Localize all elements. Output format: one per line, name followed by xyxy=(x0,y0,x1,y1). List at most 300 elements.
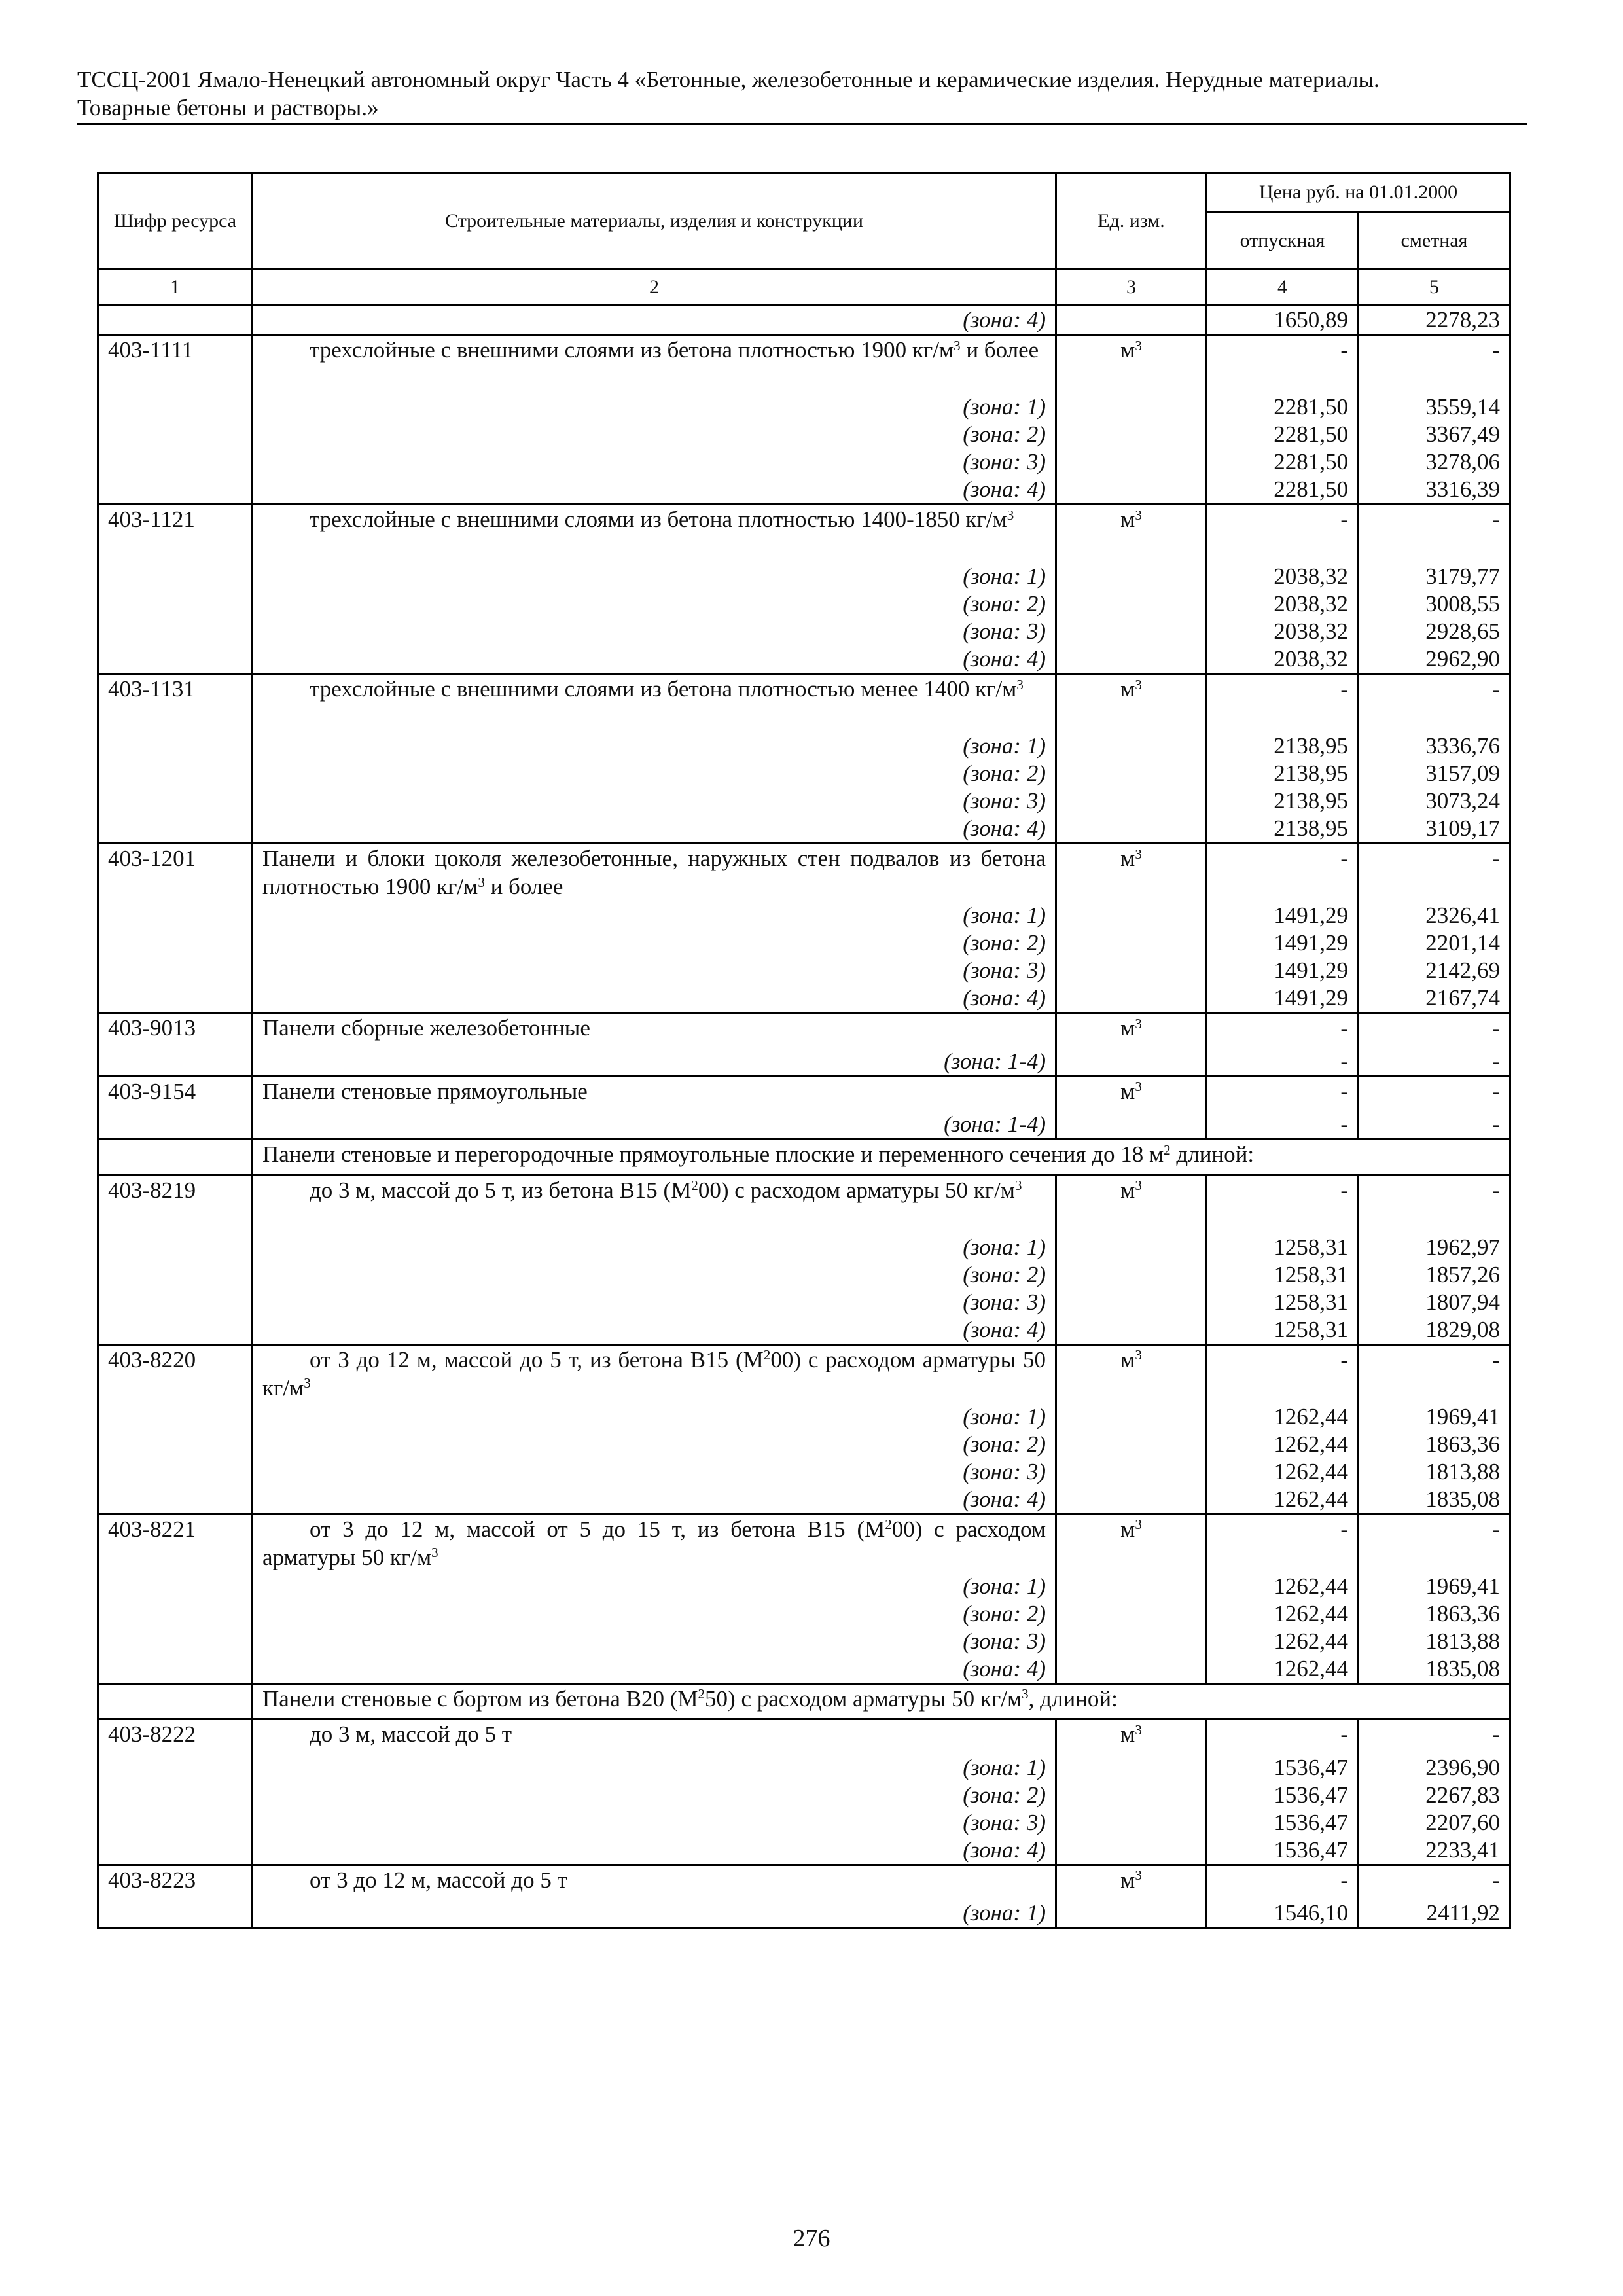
empty-cell xyxy=(98,1486,253,1515)
zone-label: (зона: 1) xyxy=(253,902,1056,929)
empty-cell xyxy=(1056,1655,1207,1684)
item-description: трехслойные с внешними слоями из бетона плотностью 1400-1850 $кг/м^3$ xyxy=(253,505,1056,564)
empty-cell xyxy=(1056,902,1207,929)
zone-row xyxy=(98,590,1510,618)
empty-cell xyxy=(98,393,253,421)
empty-cell xyxy=(1056,448,1207,476)
group-heading: Панели стеновые с бортом из бетона В20 $(М^250)$ с расходом арматуры 50 $кг/м^3$, длиной: xyxy=(253,1683,1510,1719)
empty-cell xyxy=(98,1600,253,1628)
resource-code: 403-8220 xyxy=(98,1344,253,1403)
zone-label: (зона: 2) xyxy=(253,1600,1056,1628)
column-number: 1 xyxy=(98,270,253,306)
empty-cell xyxy=(1056,815,1207,844)
empty-cell xyxy=(98,448,253,476)
estimate-price: 2207,60 xyxy=(1359,1809,1510,1837)
empty-cell xyxy=(98,929,253,957)
zone-row xyxy=(98,563,1510,590)
unit-of-measure: $м^3$ xyxy=(1056,1344,1207,1403)
zone-row xyxy=(98,929,1510,957)
resource-code: 403-1201 xyxy=(98,844,253,903)
group-heading-row xyxy=(98,1683,1510,1719)
release-price: - xyxy=(1207,505,1359,564)
estimate-price: - xyxy=(1359,505,1510,564)
empty-cell xyxy=(98,1899,253,1928)
release-price: 1536,47 xyxy=(1207,1754,1359,1782)
zone-label: (зона: 1) xyxy=(253,1573,1056,1600)
empty-cell xyxy=(1056,1403,1207,1431)
zone-label: (зона: 3) xyxy=(253,618,1056,645)
empty-cell xyxy=(98,1683,253,1719)
estimate-price: - xyxy=(1359,1076,1510,1111)
estimate-price: 3109,17 xyxy=(1359,815,1510,844)
header-line-2: Товарные бетоны и растворы.» xyxy=(77,95,379,120)
release-price: 2281,50 xyxy=(1207,476,1359,505)
empty-cell xyxy=(98,787,253,815)
resource-code: 403-1111 xyxy=(98,335,253,394)
empty-cell xyxy=(1056,1431,1207,1458)
item-description: трехслойные с внешними слоями из бетона плотностью 1900 $кг/м^3$ и более xyxy=(253,335,1056,394)
page-number: 276 xyxy=(793,2225,830,2252)
empty-cell xyxy=(1056,1289,1207,1316)
unit-of-measure: $м^3$ xyxy=(1056,1719,1207,1754)
empty-cell xyxy=(1056,1628,1207,1655)
empty-cell xyxy=(98,1048,253,1077)
empty-cell xyxy=(1056,1234,1207,1261)
resource-code: 403-8223 xyxy=(98,1865,253,1899)
release-price: - xyxy=(1207,1865,1359,1899)
empty-cell xyxy=(98,957,253,984)
empty-cell xyxy=(1056,1600,1207,1628)
zone-label: (зона: 4) xyxy=(253,476,1056,505)
empty-cell xyxy=(98,1458,253,1486)
release-price: 1262,44 xyxy=(1207,1431,1359,1458)
item-description: Панели стеновые прямоугольные xyxy=(253,1076,1056,1111)
empty-cell xyxy=(98,815,253,844)
estimate-price: 2201,14 xyxy=(1359,929,1510,957)
column-number: 3 xyxy=(1056,270,1207,306)
estimate-price: 1813,88 xyxy=(1359,1458,1510,1486)
estimate-price: 3367,49 xyxy=(1359,421,1510,448)
zone-row xyxy=(98,1486,1510,1515)
release-price: 2138,95 xyxy=(1207,760,1359,787)
zone-row xyxy=(98,815,1510,844)
header-rule xyxy=(77,123,1527,125)
item-description: от 3 до 12 м, массой от 5 до 15 т, из бетона В15 $(М^200)$ с расходом арматуры 50 $кг/м^3$ xyxy=(253,1514,1056,1573)
item-description: трехслойные с внешними слоями из бетона плотностью менее 1400 $кг/м^3$ xyxy=(253,674,1056,733)
release-price: 2138,95 xyxy=(1207,732,1359,760)
estimate-price: 1962,97 xyxy=(1359,1234,1510,1261)
zone-label: (зона: 1) xyxy=(253,1403,1056,1431)
release-price: 1491,29 xyxy=(1207,957,1359,984)
empty-cell xyxy=(98,1111,253,1139)
zone-label: (зона: 2) xyxy=(253,1431,1056,1458)
empty-cell xyxy=(98,421,253,448)
zone-row xyxy=(98,902,1510,929)
estimate-price: 2962,90 xyxy=(1359,645,1510,674)
estimate-price: 2167,74 xyxy=(1359,984,1510,1013)
resource-code: 403-9013 xyxy=(98,1013,253,1048)
empty-cell xyxy=(98,1234,253,1261)
release-price: - xyxy=(1207,335,1359,394)
estimate-price: 2142,69 xyxy=(1359,957,1510,984)
header-code: Шифр ресурса xyxy=(98,173,253,270)
release-price: 1262,44 xyxy=(1207,1403,1359,1431)
empty-cell xyxy=(1056,421,1207,448)
column-number: 4 xyxy=(1207,270,1359,306)
zone-row xyxy=(98,1628,1510,1655)
zone-label: (зона: 1-4) xyxy=(253,1111,1056,1139)
resource-code: 403-1131 xyxy=(98,674,253,733)
zone-row xyxy=(98,1431,1510,1458)
empty-cell xyxy=(98,984,253,1013)
estimate-price: 1857,26 xyxy=(1359,1261,1510,1289)
estimate-price: 2233,41 xyxy=(1359,1837,1510,1865)
zone-row xyxy=(98,306,1510,335)
estimate-price: - xyxy=(1359,1719,1510,1754)
zone-row xyxy=(98,1403,1510,1431)
estimate-price: - xyxy=(1359,1514,1510,1573)
estimate-price: 1807,94 xyxy=(1359,1289,1510,1316)
zone-label: (зона: 1) xyxy=(253,393,1056,421)
item-description: до 3 м, массой до 5 т xyxy=(253,1719,1056,1754)
empty-cell xyxy=(98,1403,253,1431)
empty-cell xyxy=(98,1261,253,1289)
empty-cell xyxy=(1056,476,1207,505)
zone-label: (зона: 4) xyxy=(253,1837,1056,1865)
zone-row xyxy=(98,645,1510,674)
release-price: - xyxy=(1207,1175,1359,1234)
table-row xyxy=(98,674,1510,733)
release-price: 2281,50 xyxy=(1207,421,1359,448)
release-price: 2038,32 xyxy=(1207,563,1359,590)
zone-label: (зона: 3) xyxy=(253,1809,1056,1837)
header-price: Цена руб. на 01.01.2000 xyxy=(1207,173,1510,212)
zone-row xyxy=(98,984,1510,1013)
zone-label: (зона: 2) xyxy=(253,590,1056,618)
release-price: 2281,50 xyxy=(1207,393,1359,421)
zone-label: (зона: 3) xyxy=(253,957,1056,984)
empty-cell xyxy=(1056,1048,1207,1077)
release-price: 1262,44 xyxy=(1207,1486,1359,1515)
zone-row xyxy=(98,1458,1510,1486)
zone-label: (зона: 1) xyxy=(253,1754,1056,1782)
zone-row xyxy=(98,1782,1510,1809)
empty-cell xyxy=(98,476,253,505)
release-price: 1491,29 xyxy=(1207,929,1359,957)
unit-of-measure: $м^3$ xyxy=(1056,1514,1207,1573)
zone-row xyxy=(98,1234,1510,1261)
zone-label: (зона: 4) xyxy=(253,306,1056,335)
estimate-price: - xyxy=(1359,335,1510,394)
estimate-price: 1829,08 xyxy=(1359,1316,1510,1345)
release-price: 2138,95 xyxy=(1207,787,1359,815)
empty-cell xyxy=(1056,1899,1207,1928)
release-price: 1262,44 xyxy=(1207,1573,1359,1600)
zone-row xyxy=(98,1316,1510,1345)
estimate-price: - xyxy=(1359,1865,1510,1899)
zone-row xyxy=(98,1573,1510,1600)
zone-row xyxy=(98,1655,1510,1684)
zone-row xyxy=(98,1837,1510,1865)
estimate-price: 3559,14 xyxy=(1359,393,1510,421)
resource-code: 403-1121 xyxy=(98,505,253,564)
release-price: 1262,44 xyxy=(1207,1628,1359,1655)
zone-label: (зона: 4) xyxy=(253,645,1056,674)
unit-of-measure: $м^3$ xyxy=(1056,1013,1207,1048)
zone-row xyxy=(98,421,1510,448)
empty-cell xyxy=(1056,393,1207,421)
release-price: - xyxy=(1207,1514,1359,1573)
zone-row xyxy=(98,476,1510,505)
empty-cell xyxy=(98,1628,253,1655)
table-row xyxy=(98,1076,1510,1111)
estimate-price: 3073,24 xyxy=(1359,787,1510,815)
empty-cell xyxy=(98,1573,253,1600)
empty-cell xyxy=(98,1655,253,1684)
table-row xyxy=(98,1344,1510,1403)
empty-cell xyxy=(1056,306,1207,335)
resource-code: 403-8221 xyxy=(98,1514,253,1573)
release-price: 1546,10 xyxy=(1207,1899,1359,1928)
empty-cell xyxy=(1056,1754,1207,1782)
header-unit: Ед. изм. xyxy=(1056,173,1207,270)
unit-of-measure: $м^3$ xyxy=(1056,674,1207,733)
zone-label: (зона: 4) xyxy=(253,984,1056,1013)
release-price: - xyxy=(1207,1344,1359,1403)
estimate-price: 2396,90 xyxy=(1359,1754,1510,1782)
release-price: 1262,44 xyxy=(1207,1458,1359,1486)
zone-label: (зона: 1) xyxy=(253,1234,1056,1261)
release-price: 1536,47 xyxy=(1207,1809,1359,1837)
estimate-price: - xyxy=(1359,1175,1510,1234)
empty-cell xyxy=(1056,590,1207,618)
zone-label: (зона: 2) xyxy=(253,1261,1056,1289)
release-price: 1258,31 xyxy=(1207,1316,1359,1345)
release-price: - xyxy=(1207,1076,1359,1111)
release-price: 1258,31 xyxy=(1207,1289,1359,1316)
zone-label: (зона: 2) xyxy=(253,760,1056,787)
estimate-price: 1863,36 xyxy=(1359,1431,1510,1458)
estimate-price: 2278,23 xyxy=(1359,306,1510,335)
item-description: до 3 м, массой до 5 т, из бетона В15 $(М^200)$ с расходом арматуры 50 $кг/м^3$ xyxy=(253,1175,1056,1234)
unit-of-measure: $м^3$ xyxy=(1056,844,1207,903)
item-description: Панели и блоки цоколя железобетонные, наружных стен подвалов из бетона плотностью 1900 $кг/м^3$ и более xyxy=(253,844,1056,903)
estimate-price: 2928,65 xyxy=(1359,618,1510,645)
zone-label: (зона: 4) xyxy=(253,1486,1056,1515)
release-price: 1650,89 xyxy=(1207,306,1359,335)
empty-cell xyxy=(1056,787,1207,815)
empty-cell xyxy=(1056,984,1207,1013)
zone-label: (зона: 1-4) xyxy=(253,1048,1056,1077)
estimate-price: 1835,08 xyxy=(1359,1486,1510,1515)
table-row xyxy=(98,1175,1510,1234)
column-number: 5 xyxy=(1359,270,1510,306)
estimate-price: - xyxy=(1359,844,1510,903)
table-row xyxy=(98,335,1510,394)
estimate-price: 3316,39 xyxy=(1359,476,1510,505)
unit-of-measure: $м^3$ xyxy=(1056,1076,1207,1111)
estimate-price: 2411,92 xyxy=(1359,1899,1510,1928)
header-line-1: ТССЦ-2001 Ямало-Ненецкий автономный округ Часть 4 «Бетонные, железобетонные и керамические изделия. Нерудные материалы. xyxy=(77,67,1380,92)
zone-row xyxy=(98,1899,1510,1928)
empty-cell xyxy=(98,1754,253,1782)
zone-row xyxy=(98,448,1510,476)
estimate-price: 1969,41 xyxy=(1359,1403,1510,1431)
empty-cell xyxy=(98,645,253,674)
empty-cell xyxy=(98,1289,253,1316)
table-row xyxy=(98,1865,1510,1899)
estimate-price: 1813,88 xyxy=(1359,1628,1510,1655)
empty-cell xyxy=(98,1782,253,1809)
zone-label: (зона: 3) xyxy=(253,1628,1056,1655)
estimate-price: 1835,08 xyxy=(1359,1655,1510,1684)
empty-cell xyxy=(1056,1809,1207,1837)
empty-cell xyxy=(1056,645,1207,674)
estimate-price: 3008,55 xyxy=(1359,590,1510,618)
estimate-price: 2267,83 xyxy=(1359,1782,1510,1809)
zone-label: (зона: 3) xyxy=(253,1289,1056,1316)
unit-of-measure: $м^3$ xyxy=(1056,1175,1207,1234)
unit-of-measure: $м^3$ xyxy=(1056,505,1207,564)
empty-cell xyxy=(1056,563,1207,590)
zone-label: (зона: 4) xyxy=(253,815,1056,844)
empty-cell xyxy=(98,732,253,760)
release-price: - xyxy=(1207,844,1359,903)
zone-row xyxy=(98,957,1510,984)
release-price: - xyxy=(1207,1719,1359,1754)
running-header xyxy=(77,65,1527,122)
estimate-price: - xyxy=(1359,1344,1510,1403)
zone-row xyxy=(98,787,1510,815)
release-price: 1258,31 xyxy=(1207,1234,1359,1261)
empty-cell xyxy=(98,902,253,929)
item-description: Панели сборные железобетонные xyxy=(253,1013,1056,1048)
item-description: от 3 до 12 м, массой до 5 т, из бетона В15 $(М^200)$ с расходом арматуры 50 $кг/м^3$ xyxy=(253,1344,1056,1403)
release-price: - xyxy=(1207,1048,1359,1077)
zone-label: (зона: 3) xyxy=(253,1458,1056,1486)
empty-cell xyxy=(1056,1458,1207,1486)
zone-label: (зона: 4) xyxy=(253,1655,1056,1684)
release-price: 1536,47 xyxy=(1207,1782,1359,1809)
empty-cell xyxy=(1056,732,1207,760)
release-price: 1258,31 xyxy=(1207,1261,1359,1289)
table-row xyxy=(98,505,1510,564)
zone-label: (зона: 3) xyxy=(253,787,1056,815)
zone-row xyxy=(98,1261,1510,1289)
header-release-price: отпускная xyxy=(1207,212,1359,270)
zone-row xyxy=(98,1048,1510,1077)
empty-cell xyxy=(1056,957,1207,984)
empty-cell xyxy=(1056,1837,1207,1865)
estimate-price: 3179,77 xyxy=(1359,563,1510,590)
zone-row xyxy=(98,760,1510,787)
empty-cell xyxy=(98,1139,253,1175)
release-price: 2038,32 xyxy=(1207,618,1359,645)
estimate-price: 3336,76 xyxy=(1359,732,1510,760)
zone-label: (зона: 2) xyxy=(253,1782,1056,1809)
resource-code: 403-9154 xyxy=(98,1076,253,1111)
table-row xyxy=(98,1514,1510,1573)
empty-cell xyxy=(1056,929,1207,957)
table-row xyxy=(98,1013,1510,1048)
group-heading: Панели стеновые и перегородочные прямоугольные плоские и переменного сечения до 18 $м^2$ длиной: xyxy=(253,1139,1510,1175)
zone-row xyxy=(98,1111,1510,1139)
empty-cell xyxy=(98,306,253,335)
empty-cell xyxy=(1056,1111,1207,1139)
release-price: 1262,44 xyxy=(1207,1655,1359,1684)
empty-cell xyxy=(98,618,253,645)
unit-of-measure: $м^3$ xyxy=(1056,335,1207,394)
release-price: - xyxy=(1207,1013,1359,1048)
zone-row xyxy=(98,618,1510,645)
zone-row xyxy=(98,1600,1510,1628)
zone-label: (зона: 1) xyxy=(253,732,1056,760)
table-row xyxy=(98,844,1510,903)
estimate-price: 1969,41 xyxy=(1359,1573,1510,1600)
release-price: 1262,44 xyxy=(1207,1600,1359,1628)
header-estimate-price: сметная xyxy=(1359,212,1510,270)
zone-label: (зона: 1) xyxy=(253,563,1056,590)
empty-cell xyxy=(98,563,253,590)
estimate-price: - xyxy=(1359,1013,1510,1048)
release-price: 2138,95 xyxy=(1207,815,1359,844)
estimate-price: - xyxy=(1359,674,1510,733)
release-price: - xyxy=(1207,1111,1359,1139)
release-price: 1491,29 xyxy=(1207,902,1359,929)
release-price: 2038,32 xyxy=(1207,590,1359,618)
empty-cell xyxy=(1056,1486,1207,1515)
zone-label: (зона: 2) xyxy=(253,421,1056,448)
empty-cell xyxy=(98,1431,253,1458)
zone-label: (зона: 4) xyxy=(253,1316,1056,1345)
table-body xyxy=(98,306,1510,1928)
empty-cell xyxy=(1056,1261,1207,1289)
zone-row xyxy=(98,1809,1510,1837)
release-price: 1491,29 xyxy=(1207,984,1359,1013)
zone-row xyxy=(98,732,1510,760)
estimate-price: 2326,41 xyxy=(1359,902,1510,929)
column-number: 2 xyxy=(253,270,1056,306)
empty-cell xyxy=(1056,1782,1207,1809)
empty-cell xyxy=(1056,760,1207,787)
empty-cell xyxy=(98,1809,253,1837)
empty-cell xyxy=(98,1316,253,1345)
resource-code: 403-8222 xyxy=(98,1719,253,1754)
empty-cell xyxy=(1056,1316,1207,1345)
empty-cell xyxy=(98,760,253,787)
estimate-price: - xyxy=(1359,1111,1510,1139)
table-row xyxy=(98,1719,1510,1754)
release-price: - xyxy=(1207,674,1359,733)
release-price: 2281,50 xyxy=(1207,448,1359,476)
price-table xyxy=(97,172,1511,1929)
zone-label: (зона: 3) xyxy=(253,448,1056,476)
empty-cell xyxy=(1056,618,1207,645)
empty-cell xyxy=(1056,1573,1207,1600)
release-price: 2038,32 xyxy=(1207,645,1359,674)
header-name: Строительные материалы, изделия и конструкции xyxy=(253,173,1056,270)
item-description: от 3 до 12 м, массой до 5 т xyxy=(253,1865,1056,1899)
zone-label: (зона: 1) xyxy=(253,1899,1056,1928)
estimate-price: 3278,06 xyxy=(1359,448,1510,476)
zone-row xyxy=(98,1754,1510,1782)
unit-of-measure: $м^3$ xyxy=(1056,1865,1207,1899)
resource-code: 403-8219 xyxy=(98,1175,253,1234)
zone-row xyxy=(98,393,1510,421)
estimate-price: - xyxy=(1359,1048,1510,1077)
group-heading-row xyxy=(98,1139,1510,1175)
empty-cell xyxy=(98,1837,253,1865)
